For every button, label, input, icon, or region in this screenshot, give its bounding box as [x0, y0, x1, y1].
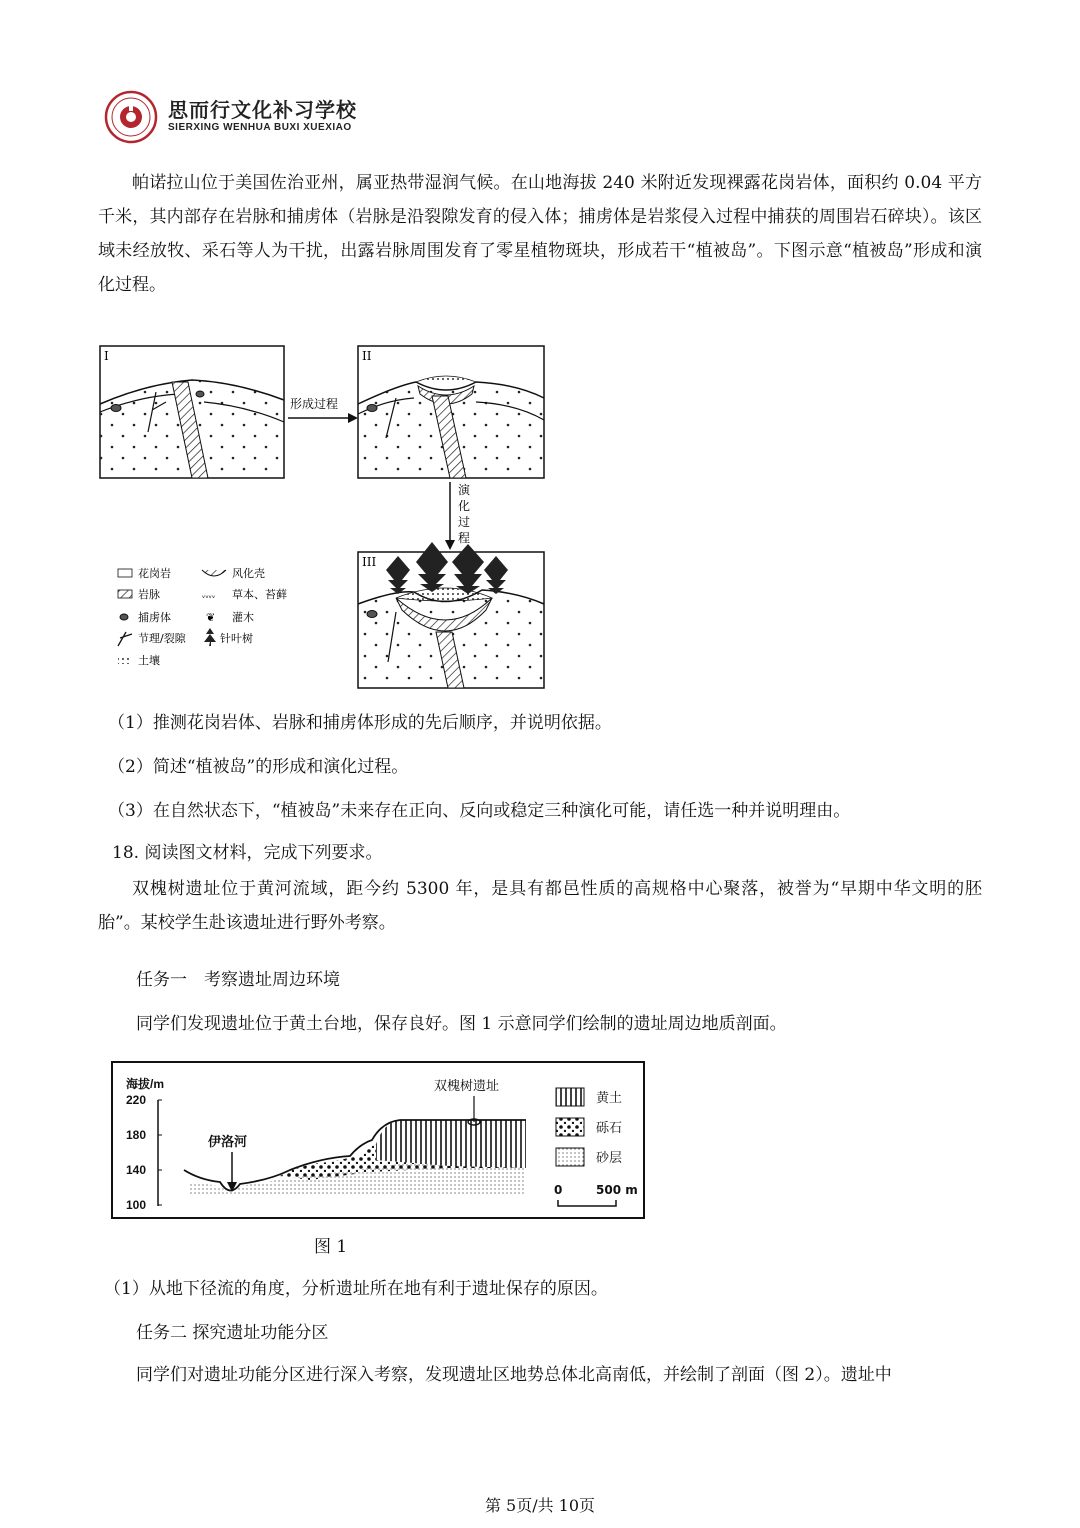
legend-loess: 黄土: [596, 1091, 623, 1106]
arrow-formation-label: 形成过程: [290, 397, 339, 411]
school-name-cn: 思而行文化补习学校: [168, 98, 357, 122]
panel-3: [358, 542, 544, 688]
school-header: [104, 90, 504, 146]
q18-task2-text: 同学们对遗址功能分区进行深入考察，发现遗址区地势总体北高南低，并绘制了剖面（图 2）。遗址中: [136, 1365, 892, 1385]
q17-question-3: （3）在自然状态下，“植被岛”未来存在正向、反向或稳定三种演化可能，请任选一种并说明理由。: [108, 801, 851, 821]
figure-1-river-label: 伊洛河: [208, 1135, 248, 1150]
school-name-en: SIERXING WENHUA BUXI XUEXIAO: [168, 122, 352, 133]
figure-1-geologic-profile: [110, 1060, 650, 1260]
q18-intro: 双槐树遗址位于黄河流域，距今约 5300 年，是具有都邑性质的高规格中心聚落，被誉为“早期中华文明的胚胎”。某校学生赴该遗址进行野外考察。: [98, 879, 982, 933]
panel-2: [358, 346, 544, 478]
legend-granite: 花岗岩: [138, 567, 171, 580]
legend-grass-moss: 草本、苔藓: [232, 588, 287, 601]
legend-soil: 土壤: [138, 654, 160, 667]
vegetation-island-diagram: [96, 342, 556, 692]
figure-1-caption: 图 1: [314, 1237, 348, 1257]
legend-conifer: 针叶树: [220, 632, 253, 645]
legend-joint-fissure: 节理/裂隙: [138, 632, 186, 645]
legend-dike: 岩脉: [138, 588, 160, 601]
panel-2-label: II: [362, 349, 372, 363]
legend-shrub: 灌木: [232, 611, 254, 624]
legend-xenolith: 捕虏体: [138, 611, 171, 624]
legend-sand: 砂层: [596, 1151, 623, 1166]
q17-intro: 帕诺拉山位于美国佐治亚州，属亚热带湿润气候。在山地海拔 240 米附近发现裸露花岗岩体，面积约 0.04 平方千米，其内部存在岩脉和捕虏体（岩脉是沿裂隙发育的侵入体；捕虏体是岩浆侵入过程中捕获的周围岩石碎块）。该区域未经放牧、采石等人为干扰，出露岩脉周围发育了零星植物斑块，形成若干“植被岛”。下图示意“植被岛”形成和演化过程。: [98, 173, 982, 295]
school-logo-icon: [104, 90, 158, 144]
figure-1-ytick-220: 220: [126, 1093, 147, 1107]
figure-1-site-label: 双槐树遗址: [434, 1079, 500, 1094]
scale-end: 500 m: [596, 1183, 638, 1197]
q18-task2-title: 任务二 探究遗址功能分区: [136, 1323, 329, 1343]
q18-question-1: （1）从地下径流的角度，分析遗址所在地有利于遗址保存的原因。: [104, 1279, 608, 1299]
figure-1-ytick-180: 180: [126, 1128, 147, 1142]
arrow-evolution-char-3: 过: [458, 515, 471, 529]
diagram-legend: [118, 566, 287, 667]
panel-1-label: I: [104, 349, 109, 363]
panel-1: [100, 346, 284, 478]
panel-3-label: III: [362, 555, 377, 569]
q17-question-2: （2）简述“植被岛”的形成和演化过程。: [108, 757, 409, 777]
scale-start: 0: [554, 1183, 563, 1197]
q18-task1-title: 任务一 考察遗址周边环境: [136, 970, 340, 990]
grass-moss-symbol-icon: ᵥᵥᵥᵥ: [202, 591, 216, 600]
q18-title: 18. 阅读图文材料，完成下列要求。: [112, 843, 383, 863]
shrub-symbol-icon: ❦: [206, 611, 216, 624]
q17-question-1: （1）推测花岗岩体、岩脉和捕虏体形成的先后顺序，并说明依据。: [108, 713, 612, 733]
arrow-evolution-char-4: 程: [458, 531, 471, 545]
figure-1-ytick-140: 140: [126, 1163, 147, 1177]
arrow-evolution-char-1: 演: [458, 483, 471, 497]
legend-gravel: 砾石: [596, 1121, 623, 1136]
q18-task1-text: 同学们发现遗址位于黄土台地，保存良好。图 1 示意同学们绘制的遗址周边地质剖面。: [136, 1014, 787, 1034]
legend-weathering-crust: 风化壳: [232, 567, 265, 580]
page-number: 第 5页/共 10页: [484, 1496, 596, 1515]
figure-1-ytick-100: 100: [126, 1198, 147, 1212]
figure-1-yaxis-label: 海拔/m: [126, 1077, 165, 1091]
arrow-evolution-char-2: 化: [458, 499, 471, 513]
